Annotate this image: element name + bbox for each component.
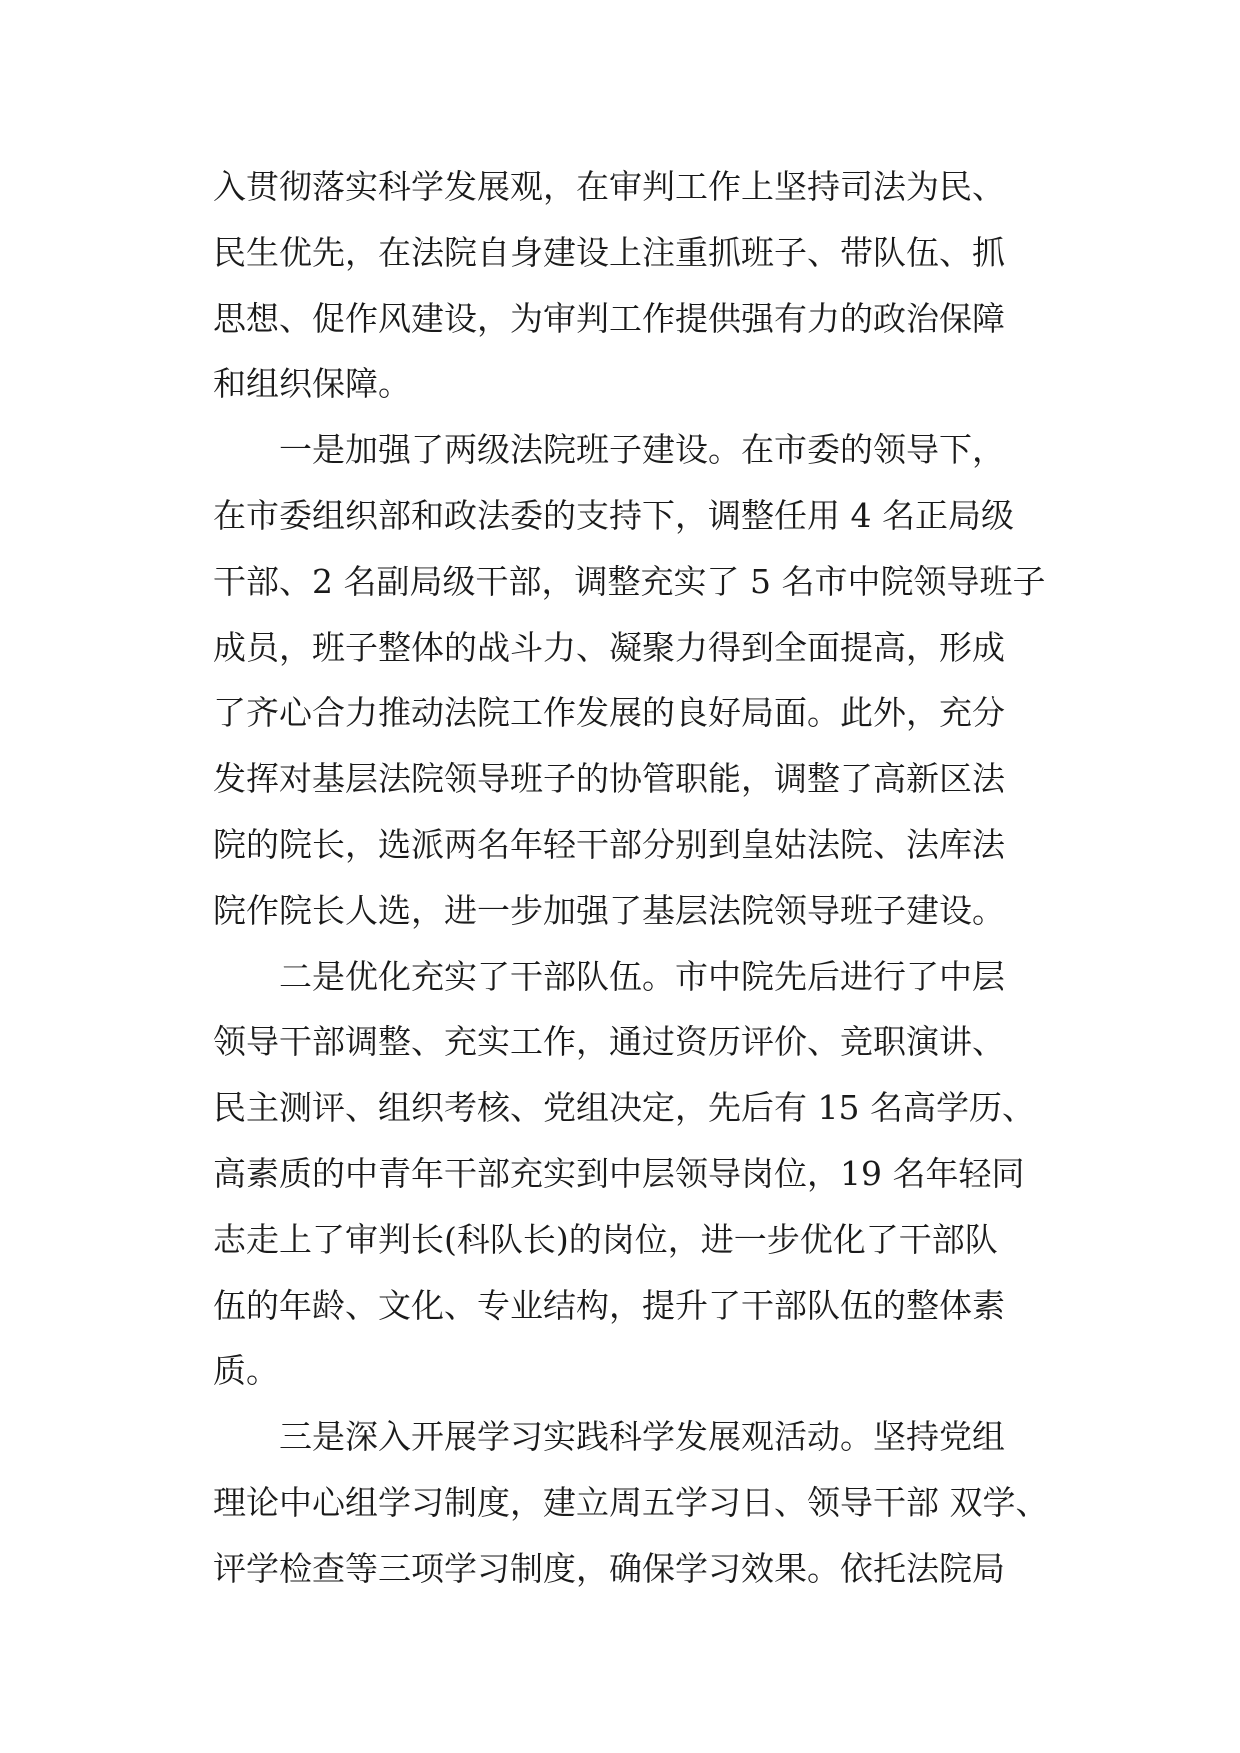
text-line: 民生优先，在法院自身建设上注重抓班子、带队伍、抓 [213,232,1005,272]
text-line: 民主测评、组织考核、党组决定，先后有 15 名高学历、 [213,1088,1035,1128]
text-line: 发挥对基层法院领导班子的协管职能，调整了高新区法 [213,759,1005,799]
paragraph-2 [213,417,1093,943]
text-line: 和组织保障。 [213,364,411,404]
text-line: 伍的年龄、文化、专业结构，提升了干部队伍的整体素 [213,1285,1005,1325]
text-line: 干部、2 名副局级干部，调整充实了 5 名市中院领导班子 [213,561,1046,601]
paragraph-3 [213,944,1093,1405]
text-line: 思想、促作风建设，为审判工作提供强有力的政治保障 [213,298,1005,338]
text-line: 了齐心合力推动法院工作发展的良好局面。此外，充分 [213,693,1005,733]
text-line: 理论中心组学习制度，建立周五学习日、领导干部 双学、 [213,1482,1049,1522]
paragraph-4 [213,1404,1093,1601]
text-line: 评学检查等三项学习制度，确保学习效果。依托法院局 [213,1548,1005,1588]
text-line: 一是加强了两级法院班子建设。在市委的领导下， [279,430,1005,470]
text-line: 成员，班子整体的战斗力、凝聚力得到全面提高，形成 [213,627,1005,667]
text-line: 质。 [213,1351,279,1391]
paragraph-1 [213,154,1093,417]
body-text [213,154,1093,1602]
text-line: 在市委组织部和政法委的支持下，调整任用 4 名正局级 [213,495,1014,535]
text-line: 院的院长，选派两名年轻干部分别到皇姑法院、法库法 [213,824,1005,864]
text-line: 三是深入开展学习实践科学发展观活动。坚持党组 [279,1417,1005,1457]
text-line: 志走上了审判长(科队长)的岗位，进一步优化了干部队 [213,1219,998,1259]
text-line: 二是优化充实了干部队伍。市中院先后进行了中层 [279,956,1005,996]
text-line: 领导干部调整、充实工作，通过资历评价、竞职演讲、 [213,1022,1005,1062]
text-line: 高素质的中青年干部充实到中层领导岗位，19 名年轻同 [213,1153,1025,1193]
text-line: 入贯彻落实科学发展观，在审判工作上坚持司法为民、 [213,167,1005,206]
text-line: 院作院长人选，进一步加强了基层法院领导班子建设。 [213,890,1005,930]
